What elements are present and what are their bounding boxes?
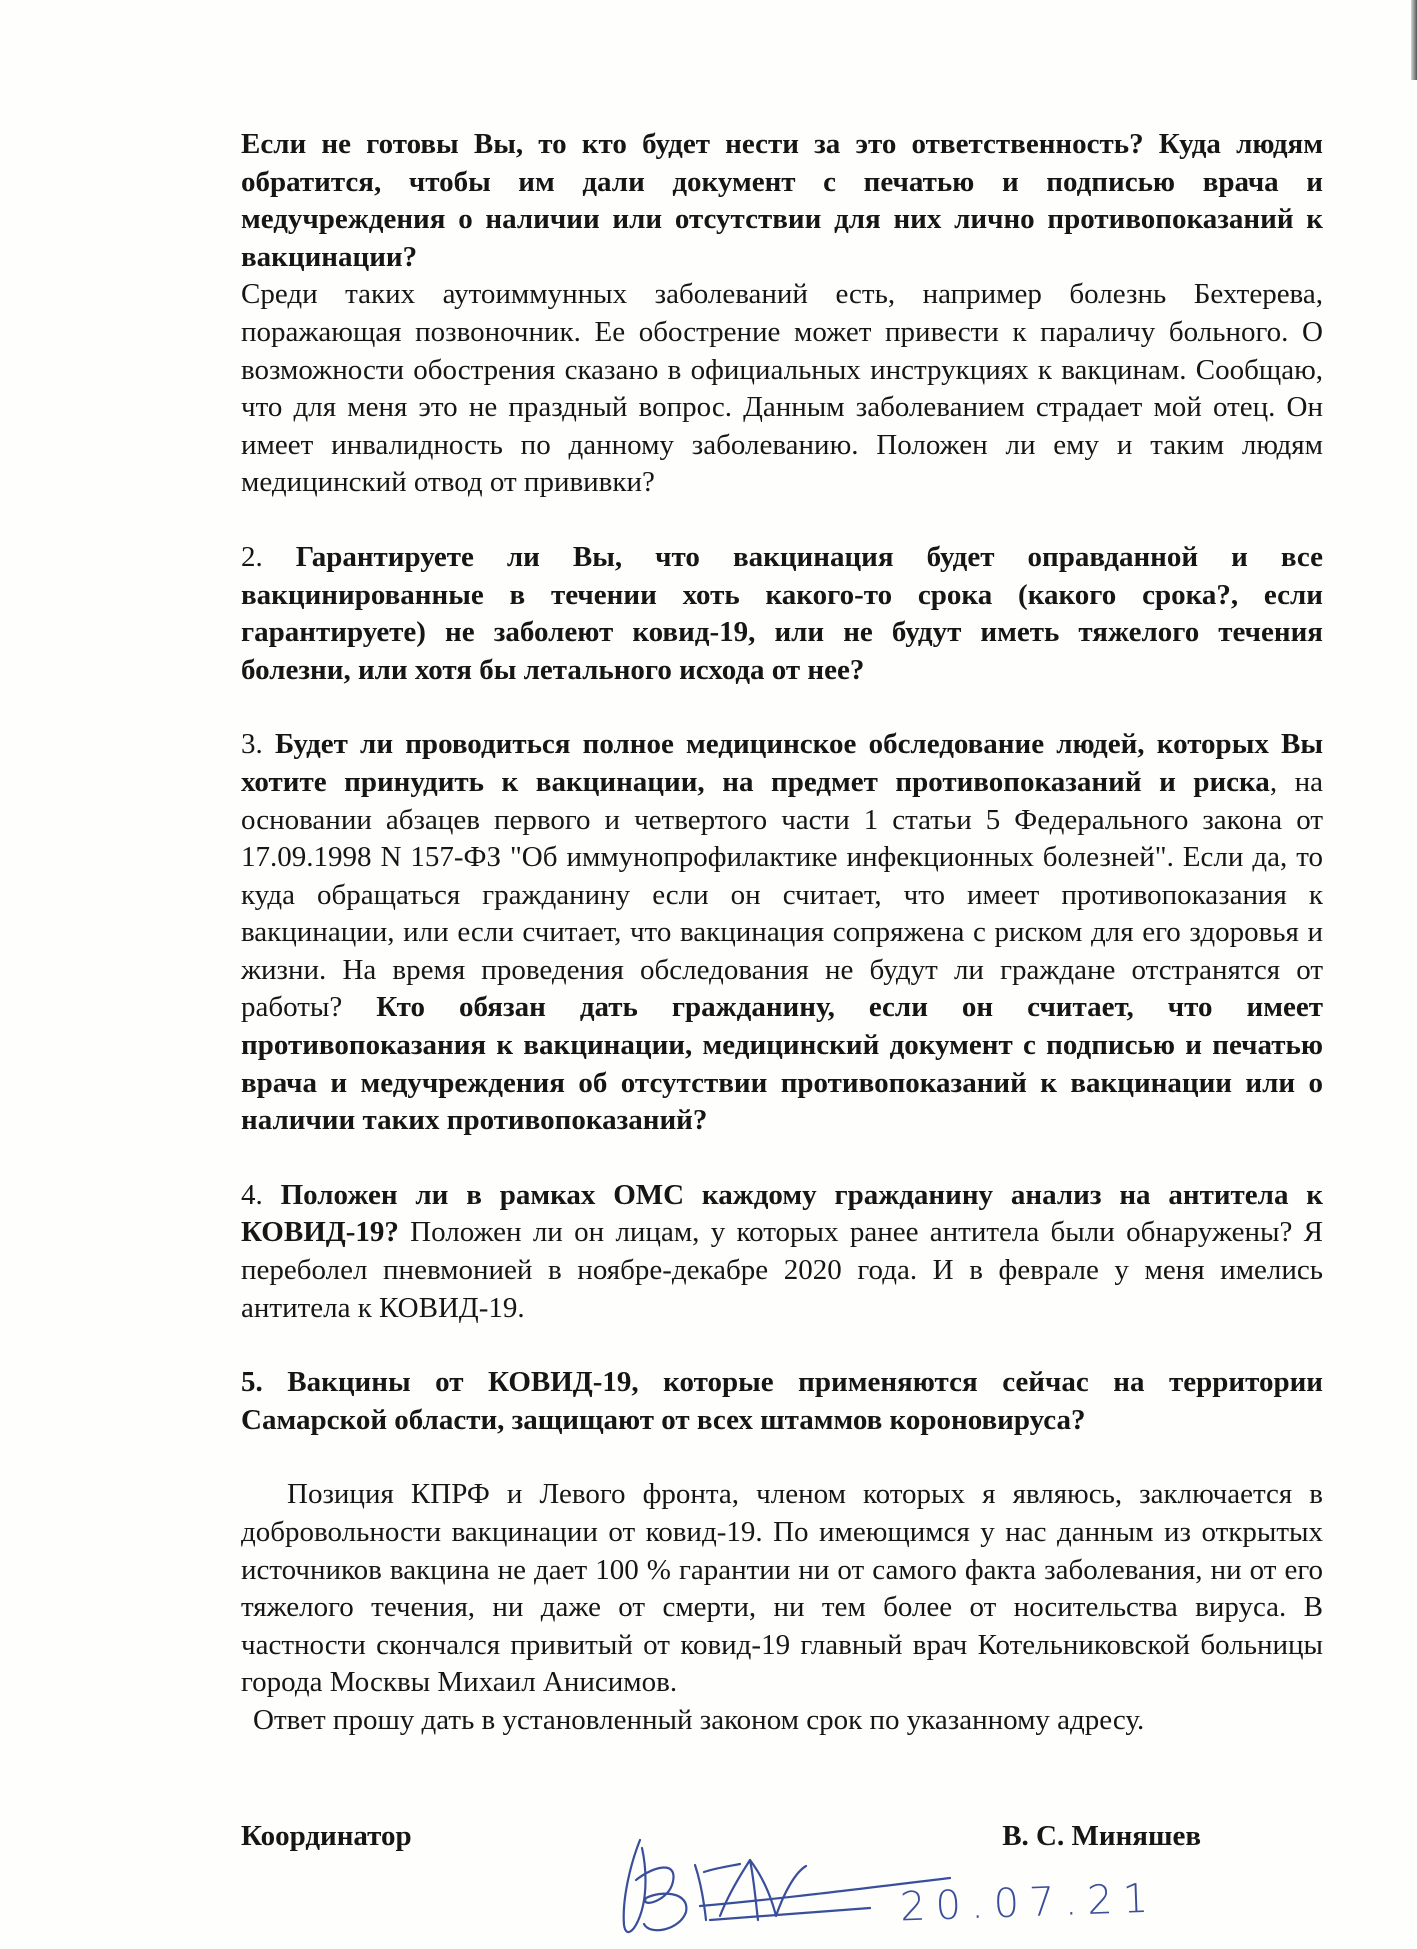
handwritten-date-text: 20.07.21 [899,1875,1159,1931]
question-2-number: 2. [241,540,296,573]
question-4 [241,1177,1323,1327]
question-4-number: 4. [241,1178,281,1211]
paragraph-bekhterev: Среди таких аутоиммунных заболеваний есть, например болезнь Бехтерева, поражающая позвоночник. Ее обострение может привести к параличу больного. О возможности обострения сказано в официальных инструкциях к вакцинам. Сообщаю, что для меня это не праздный вопрос. Данным заболеванием страдает мой отец. Он имеет инвалидность по данному заболеванию. Положен ли ему и таким людям медицинский отвод от прививки? [241,278,1323,499]
question-3-text: , на основании абзацев первого и четвертого части 1 статьи 5 Федерального закона от 17.09.1998 N 157-ФЗ "Об иммунопрофилактике инфекционных болезней". Если да, то куда обращаться гражданину если он считает, что имеет противопоказания к вакцинации, или если считает, что вакцинация сопряжена с риском для его здоровья и жизни. На время проведения обследования не будут ли граждане отстранятся от работы? [241,765,1323,1024]
question-2 [241,539,1323,689]
letter-body [241,126,1323,1740]
scan-edge [1411,0,1417,80]
handwritten-date [899,1875,1159,1945]
signer-role: Координатор [241,1820,412,1852]
question-4-bold: Положен ли в рамках ОМС каждому гражданину анализ на антитела к КОВИД-19? [241,1178,1323,1249]
question-3-bold-1: Будет ли проводиться полное медицинское обследование людей, которых Вы хотите принудить к вакцинации, на предмет противопоказаний и риска [241,728,1324,798]
paragraph-responsibility: Если не готовы Вы, то кто будет нести за это ответственность? Куда людям обратится, чтобы им дали документ с печатью и подписью врача и медучреждения о наличии или отсутствии для них лично противопоказаний к вакцинации? [241,128,1323,273]
paragraph-request: Ответ прошу дать в установленный законом срок по указанному адресу. [253,1703,1145,1736]
signer-name: В. С. Миняшев [1002,1820,1201,1852]
question-4-text: Положен ли он лицам, у которых ранее антитела были обнаружены? Я переболел пневмонией в ноябре-декабре 2020 года. И в феврале у меня имелись антитела к КОВИД-19. [241,1216,1323,1324]
question-3-number: 3. [241,728,275,761]
question-3 [241,726,1323,1140]
question-5: 5. Вакцины от КОВИД-19, которые применяются сейчас на территории Самарской области, защищают от всех штаммов короновируса? [241,1366,1323,1436]
paragraph-position: Позиция КПРФ и Левого фронта, членом которых я являюсь, заключается в добровольности вакцинации от ковид-19. По имеющимся у нас данным из открытых источников вакцина не дает 100 % гарантии ни от самого факта заболевания, ни от его тяжелого течения, ни даже от смерти, ни тем более от носительства вируса. В частности скончался привитый от ковид-19 главный врач Котельниковской больницы города Москвы Михаил Анисимов. [241,1478,1323,1699]
question-3-bold-2: Кто обязан дать гражданину, если он считает, что имеет противопоказания к вакцинации, медицинский документ с подписью и печатью врача и медучреждения об отсутствии противопоказаний к вакцинации или о наличии таких противопоказаний? [241,991,1323,1137]
question-2-bold: Гарантируете ли Вы, что вакцинация будет оправданной и все вакцинированные в течении хоть какого-то срока (какого срока?, если гарантируете) не заболеют ковид-19, или не будут иметь тяжелого течения болезни, или хотя бы летального исхода от нее? [241,540,1323,686]
